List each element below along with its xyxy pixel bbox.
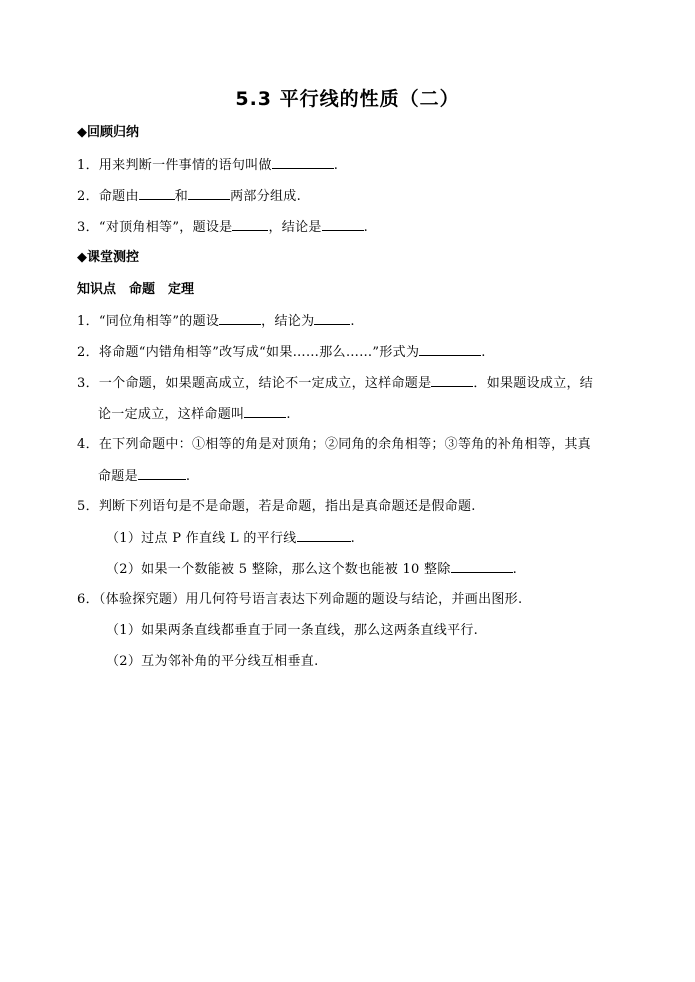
item-text: 两部分组成.	[230, 189, 302, 204]
item-text: .	[333, 158, 339, 173]
answer-blank[interactable]	[419, 343, 481, 356]
answer-blank[interactable]	[139, 187, 175, 200]
answer-blank[interactable]	[297, 529, 351, 542]
question-text: 一个命题，如果题高成立，结论不一定成立，这样命题是	[98, 376, 432, 391]
question-number: 6．	[77, 592, 99, 607]
question-text: 命题是	[98, 469, 138, 484]
question-number: 1．	[77, 314, 99, 329]
answer-blank[interactable]	[188, 187, 230, 200]
question-text: “同位角相等”的题设	[98, 314, 220, 329]
question-text: .	[185, 469, 191, 484]
question-5-sub-1	[106, 529, 355, 548]
review-item-3	[77, 218, 368, 237]
answer-blank[interactable]	[219, 312, 261, 325]
item-text: “对顶角相等”，题设是	[98, 220, 233, 235]
review-heading: ◆回顾归纳	[77, 125, 139, 140]
question-text: .	[350, 314, 355, 329]
question-text: （2）如果一个数能被 5 整除，那么这个数也能被 10 整除	[106, 562, 451, 577]
classroom-heading: ◆课堂测控	[77, 250, 139, 265]
question-4-line-1	[77, 436, 591, 454]
question-6-sub-1: （1）如果两条直线都垂直于同一条直线，那么这两条直线平行.	[106, 623, 479, 638]
answer-blank[interactable]	[244, 405, 286, 418]
item-number: 2．	[77, 189, 99, 204]
question-text: （体验探究题）用几何符号语言表达下列命题的题设与结论，并画出图形.	[98, 592, 523, 607]
question-number: 4．	[77, 437, 99, 452]
question-4-line-2	[98, 467, 190, 486]
question-number: 5．	[77, 499, 99, 514]
answer-blank[interactable]	[232, 218, 268, 231]
answer-blank[interactable]	[314, 312, 350, 325]
item-text: .	[363, 220, 369, 235]
question-text: .	[512, 562, 518, 577]
question-3-line-1	[77, 374, 593, 393]
question-text: （1）过点 P 作直线 L 的平行线	[106, 531, 297, 546]
item-number: 1．	[77, 158, 99, 173]
review-item-1	[77, 156, 338, 175]
answer-blank[interactable]	[272, 156, 334, 169]
question-number: 2．	[77, 345, 99, 360]
question-text: .	[286, 407, 291, 422]
question-2	[77, 343, 486, 362]
question-text: 在下列命题中：①相等的角是对顶角；②同角的余角相等；③等角的补角相等，其真	[98, 437, 591, 452]
question-6-sub-2: （2）互为邻补角的平分线互相垂直.	[106, 654, 319, 669]
question-text: 判断下列语句是不是命题，若是命题，指出是真命题还是假命题.	[98, 499, 476, 514]
answer-blank[interactable]	[431, 374, 473, 387]
question-text: .	[350, 531, 356, 546]
question-3-line-2	[98, 405, 291, 424]
question-number: 3．	[77, 376, 99, 391]
question-text: .	[481, 345, 486, 360]
question-5	[77, 498, 476, 516]
question-text: 论一定成立，这样命题叫	[98, 407, 245, 422]
item-text: 命题由	[98, 189, 139, 204]
item-text: 用来判断一件事情的语句叫做	[98, 158, 272, 173]
answer-blank[interactable]	[322, 218, 364, 231]
item-text: 和	[174, 189, 189, 204]
question-text: 将命题“内错角相等”改写成“如果……那么……”形式为	[98, 345, 420, 360]
question-5-sub-2	[106, 560, 517, 579]
review-item-2	[77, 187, 301, 206]
question-text: ，结论为	[261, 314, 315, 329]
question-1	[77, 312, 355, 331]
knowledge-point-heading: 知识点 命题 定理	[77, 282, 195, 297]
answer-blank[interactable]	[451, 560, 513, 573]
item-text: ，结论是	[268, 220, 322, 235]
page-title: 5.3 平行线的性质（二）	[235, 88, 460, 110]
item-number: 3．	[77, 220, 99, 235]
answer-blank[interactable]	[138, 467, 186, 480]
question-text: ．如果题设成立，结	[473, 376, 594, 391]
question-6	[77, 591, 522, 609]
